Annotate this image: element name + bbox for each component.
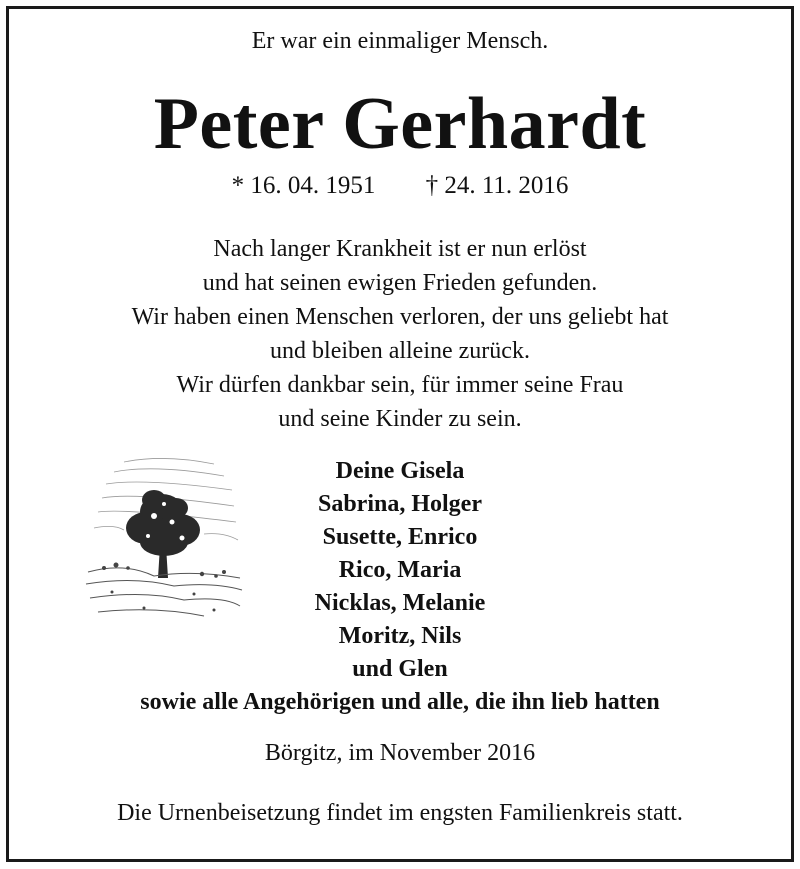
place-and-date: Börgitz, im November 2016 — [264, 740, 536, 766]
mourner-line: und Glen — [352, 656, 448, 682]
deceased-name: Peter Gerhardt — [153, 83, 647, 165]
birth-date: * 16. 04. 1951 — [231, 172, 376, 199]
verse-line: und bleiben alleine zurück. — [270, 338, 530, 364]
mourner-line: Sabrina, Holger — [317, 491, 482, 517]
mourner-line: Moritz, Nils — [338, 623, 462, 649]
life-dates — [0, 172, 800, 200]
mourner-line: Deine Gisela — [335, 458, 465, 484]
mourners-block — [0, 455, 800, 719]
verse-line: und seine Kinder zu sein. — [278, 406, 522, 432]
verse-block — [0, 232, 800, 436]
mourner-line: sowie alle Angehörigen und alle, die ihn lieb hatten — [140, 689, 660, 715]
verse-line: und hat seinen ewigen Frieden gefunden. — [202, 270, 598, 296]
burial-note: Die Urnenbeisetzung findet im engsten Familienkreis statt. — [117, 800, 683, 826]
verse-line: Nach langer Krankheit ist er nun erlöst — [213, 236, 587, 262]
motto-line: Er war ein einmaliger Mensch. — [251, 28, 549, 54]
mourner-line: Rico, Maria — [338, 557, 462, 583]
death-date: † 24. 11. 2016 — [425, 172, 569, 199]
verse-line: Wir haben einen Menschen verloren, der uns geliebt hat — [131, 304, 669, 330]
verse-line: Wir dürfen dankbar sein, für immer seine Frau — [176, 372, 624, 398]
mourner-line: Susette, Enrico — [322, 524, 478, 550]
mourner-line: Nicklas, Melanie — [314, 590, 486, 616]
